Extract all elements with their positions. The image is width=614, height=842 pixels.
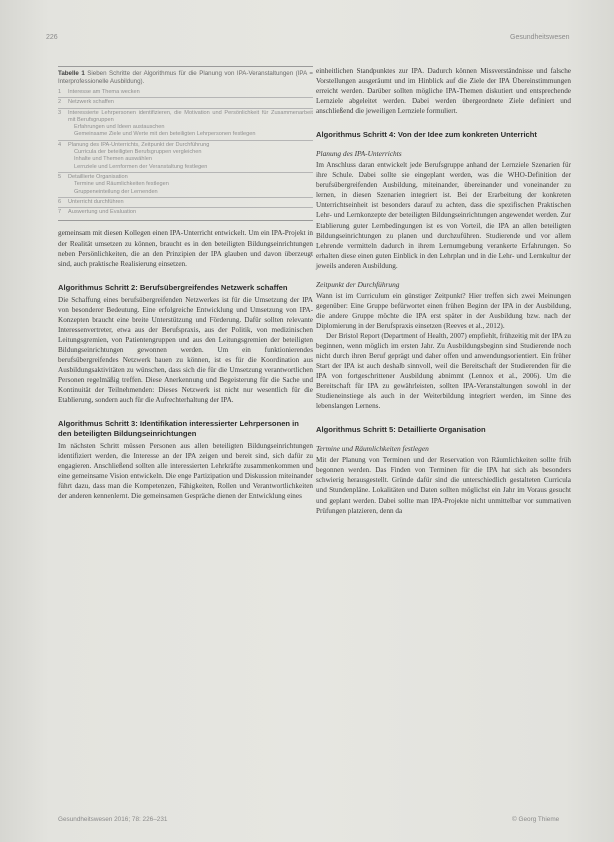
section-heading: Algorithmus Schritt 5: Detaillierte Organisation (316, 425, 486, 435)
paragraph: Im nächsten Schritt müssen Personen aus allen beteiligten Bildungseinrichtungen identifiziert werden, die Interesse an der IPA zeigen und bereit sind, sich dafür zu engagieren. Anschließend sollten alle interessierten Lehrkräfte zusammenkommen und eine gemeinsame Vision entwickeln. Die enge Partizipation und Diskussion miteinander führt dazu, dass man die Kompetenzen, Fähigkeiten, Rollen und Verantwortlichkeiten der anderen kennenlernt. Die gemeinsamen Gespräche dienen der Entwicklung eines (58, 442, 313, 501)
subsection-heading: Termine und Räumlichkeiten festlegen (316, 444, 429, 454)
table-row (58, 131, 313, 138)
table-row (58, 108, 313, 125)
footer-publisher: © Georg Thieme (512, 816, 560, 823)
table-row-number: 3 (58, 109, 62, 116)
section-heading: Algorithmus Schritt 4: Von der Idee zum konkreten Unterricht (316, 130, 537, 140)
right-column (316, 66, 571, 516)
table-row-text: Unterricht durchführen (68, 198, 124, 205)
paragraph: Die Schaffung eines berufsübergreifenden Netzwerkes ist für die Umsetzung der IPA von besonderer Bedeutung. Eine erfolgreiche Entwicklung und Umsetzung von IPA-Konzepten braucht eine breite Unterstützung und Förderung. Dafür sollten relevante Interessenvertreter, etwa aus der Berufspraxis, aus der Politik, von medizinischen Leitungsgremien, von Patientengruppen und aus den Leitungsgremien der beteiligten Bildungseinrichtungen gewonnen werden. Um ein funktionierendes berufsübergreifendes Netzwerk bauen zu können, ist es für die Koordination aus Ausbildungsaktivitäten zu wünschen, dass sich die für die Umsetzung verantwortlichen Personen regelmäßig treffen. Diese Anerkennung und Begeisterung für die Sache und Kontinuität der Teilnehmenden: Dieses Netzwerk ist nicht nur wesentlich für die Etablierung, sondern auch für die Aufrechterhaltung der IPA. (58, 295, 313, 405)
section-heading: Algorithmus Schritt 3: Identifikation interessierter Lehrpersonen in den beteiligten Bildungseinrichtungen (58, 419, 299, 439)
table-row-number: 7 (58, 209, 62, 216)
table-row-number (58, 149, 68, 156)
table-row-text: Gruppeneinteilung der Lernenden (74, 188, 158, 195)
footer-citation: Gesundheitswesen 2016; 78: 226–231 (58, 816, 168, 823)
subsection-heading: Zeitpunkt der Durchführung (316, 279, 400, 289)
table-row (58, 207, 313, 216)
table-row-text: Interesse am Thema wecken (68, 89, 140, 95)
table-row-text: Inhalte und Themen auswählen (74, 156, 152, 163)
table-row (58, 124, 313, 131)
table-row-text: Detaillierte Organisation (68, 173, 128, 180)
table-row-number: 5 (58, 173, 62, 180)
table-caption (58, 70, 313, 86)
table-row-number (58, 181, 68, 188)
table-row (58, 189, 313, 196)
table-row-number (58, 156, 68, 163)
table-row (58, 140, 313, 149)
table-row-number (58, 124, 68, 131)
page-number: 226 (46, 34, 58, 41)
table-row-text: Termine und Räumlichkeiten festlegen (74, 181, 169, 188)
table-row-number: 4 (58, 141, 62, 148)
table-row-text: Interessierte Lehrpersonen identifizieren, die Motivation und Persönlichkeit für Zusammenarbeit mit Berufsgruppen (68, 109, 313, 123)
table-row (58, 156, 313, 163)
table-1 (58, 66, 313, 221)
paragraph: Im Anschluss daran entwickelt jede Berufsgruppe anhand der Lernziele Szenarien für ihre Schule. Dabei sollte sie eingeplant werden, was die WHO-Definition der berufsübergreifenden Ausbildung, miteinander, übereinander und voneinander zu lernen, in diesen Szenarien integriert ist. Bei der Erarbeitung der konkreten Unterrichtseinheit ist besonders darauf zu achten, dass die spezifischen Praktischen Lehr- und Lernkonzepte der beteiligten Bildungseinrichtungen angewendet werden. Zur Etablierung guter Lernbedingungen ist es von Vorteil, die IPA an allen beteiligten Bildungseinrichtungen zu planen und durchzuführen. Studierende und vor allem Lehrende vermitteln dadurch in ihrem Lernumgebung verankerte Erfahrungen. So erhalten diese einen guten Einblick in den Lehrplan und in die Lehr- und Lernkultur der jeweils anderen Ausbildung. (316, 161, 571, 270)
table-caption-text: Sieben Schritte der Algorithmus für die Planung von IPA-Veranstaltungen (IPA = Interprofessionelle Ausbildung). (58, 70, 313, 85)
table-row (58, 97, 313, 106)
table-row (58, 164, 313, 171)
paragraph: Wann ist im Curriculum ein günstiger Zeitpunkt? Hier treffen sich zwei Meinungen gegenüber: Eine Gruppe befürwortet einen frühen Beginn der IPA in der Ausbildung, die andere Gruppe möchte die IPA erst später in der Ausbildung bzw. nach der Diplomierung in der Berufspraxis einsetzen (Reeves et al., 2012). (316, 291, 571, 330)
table-row-text: Netzwerk schaffen (68, 99, 114, 106)
section-heading: Algorithmus Schritt 2: Berufsübergreifendes Netzwerk schaffen (58, 282, 288, 292)
table-row (58, 89, 313, 96)
table-row-text: Erfahrungen und Ideen austauschen (74, 124, 165, 131)
table-row-text: Gemeinsame Ziele und Werte mit den beteiligten Lehrpersonen festlegen (74, 131, 256, 138)
table-row-text: Planung des IPA-Unterrichts, Zeitpunkt der Durchführung (68, 141, 210, 148)
paragraph: gemeinsam mit diesen Kollegen einen IPA-Unterricht entwickelt. Um ein IPA-Projekt in der Realität umsetzen zu können, braucht es in den beteiligten Bildungseinrichtungen neben Persönlichkeiten, die an den Prinzipien der IPA glauben und davon überzeugt sind, auch praktische Realisierung einsetzen. (58, 229, 313, 268)
table-row (58, 181, 313, 188)
table-row-number (58, 131, 68, 138)
table-row-text: Curricula der beteiligten Berufsgruppen vergleichen (74, 149, 202, 156)
table-row-text: Auswertung und Evaluation (68, 209, 137, 216)
left-column (58, 66, 313, 501)
table-row (58, 149, 313, 156)
paragraph: einheitlichen Standpunktes zur IPA. Dadurch können Missverständnisse und falsche Vorstellungen ausgeräumt und im Hinblick auf die Ziele der IPA Übereinstimmungen erreicht werden. Darüber sollten mögliche IPA-Themen diskutiert und entsprechende Lernziele abgeleitet werden. Dabei werden übergeordnete Ziele definiert und anschließend die jeweiligen Lernziele formuliert. (316, 67, 571, 116)
table-row-text: Lernziele und Lernformen der Veranstaltung festlegen (74, 163, 208, 170)
table-row (58, 172, 313, 181)
table-row-number (58, 164, 68, 171)
table-row-number (58, 189, 68, 196)
table-row-number: 6 (58, 198, 62, 205)
paragraph: Der Bristol Report (Department of Health, 2007) empfiehlt, frühzeitig mit der IPA zu beginnen, wenn möglich im ersten Jahr. Zu Ausbildungsbeginn sind Studierende noch nicht durch ihren Beruf geprägt und daher offen und anwendungsorientiert. Ein früher Start der IPA ist auch deshalb sinnvoll, weil die Bereitschaft der Studierenden für die IPA von fortgeschrittener Ausbildung abnimmt (Lennox et al., 2006). Um die Bereitschaft für IPA zu gewährleisten, sollten IPA-Veranstaltungen sowohl in der Studieneinstiege als auch in der Weiterbildung integriert werden, im Sinne des lebenslangen Lernens. (316, 331, 571, 411)
subsection-heading: Planung des IPA-Unterrichts (316, 149, 402, 159)
table-caption-label: Tabelle 1 (58, 70, 85, 77)
table-rows (58, 89, 313, 216)
journal-header: Gesundheitswesen (510, 34, 570, 41)
table-row (58, 197, 313, 206)
table-row-number: 2 (58, 99, 62, 106)
table-row-number: 1 (58, 89, 62, 95)
paragraph: Mit der Planung von Terminen und der Reservation von Räumlichkeiten sollte früh begonnen werden. Das Finden von Terminen für die IPA hat sich als besonders schwierig herausgestellt. Gründe dafür sind die unterschiedlich gestalteten Curricula und Stundenpläne. Lokalitäten und Daten sollten möglichst ein Jahr im Voraus gesucht und geplant werden. Dabei sollte man IPA-Projekte nicht unmittelbar vor summativen Prüfungen platzieren, denn da (316, 456, 571, 515)
